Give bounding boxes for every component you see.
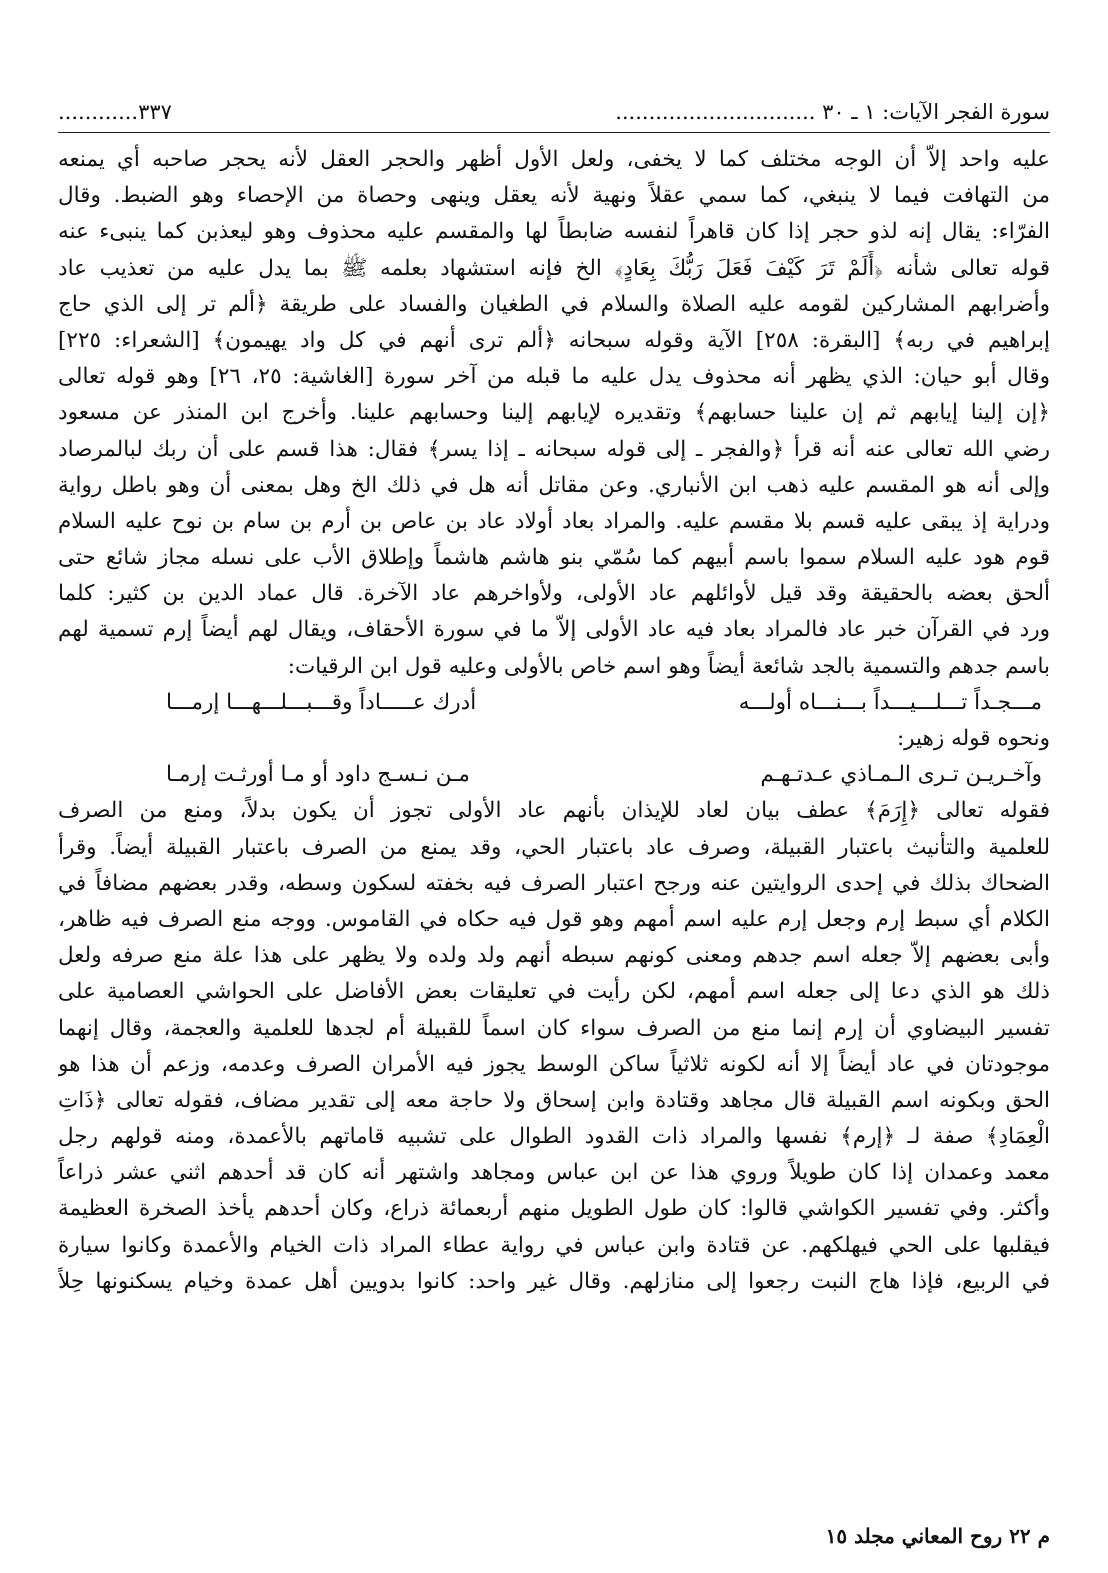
text-line: ذلك هو الذي دعا إلى جعله اسم أمهم، لكن رأيت في تعليقات بعض الأفاضل على الحواشي العصامية على	[58, 979, 1050, 1005]
text-line: باسم جدهم والتسمية بالجد شائعة أيضاً وهو اسم خاص بالأولى وعليه قول ابن الرقيات:	[287, 653, 1050, 679]
text-line: وأبى بعضهم إلاّ جعله اسم جدهم ومعنى كونهم سبطه أنهم ولد ولده ولا يظهر على هذا علة منع صرفه ولعل	[58, 943, 1050, 969]
text-line: قوله تعالى شأنه ﴿أَلَمْ تَرَ كَيْفَ فَعَلَ رَبُّكَ بِعَادٍ﴾ الخ فإنه استشهاد بعلمه ﷺ بما يدل عليه من تعذيب عاد	[58, 255, 1050, 281]
text-line: الكلام أي سبط إرم وجعل إرم عليه اسم أمهم وهو قول فيه حكاه في القاموس. ووجه منع الصرف فيه ظاهر،	[58, 906, 1050, 932]
transition-line: ونحوه قوله زهير:	[896, 726, 1050, 751]
verse-first-hemistich: وآخـريـن تـرى الـمـاذي عـدتـهـم	[760, 762, 1042, 788]
text-line: الفرّاء: يقال إنه لذو حجر إذا كان قاهراً لنفسه ضابطاً لها والمقسم عليه محذوف وهو ليعذبن كما ينبىء عنه	[58, 219, 1050, 245]
poetry-verse-1	[58, 685, 1050, 721]
text-line: الحق وبكونه اسم القبيلة قال مجاهد وقتادة وابن إسحاق ولا حاجة معه إلى تقدير مضاف، فقوله تعالى ﴿ذَاتِ	[58, 1087, 1050, 1113]
signature-footer: م ٢٢ روح المعاني مجلد ١٥	[825, 1524, 1050, 1548]
text-line: ورد في القرآن خبر عاد فالمراد بعاد فيه عاد الأولى إلاّ ما في سورة الأحقاف، ويقال لهم أيضاً إرم تسمية لهم	[58, 617, 1050, 643]
verse-second-hemistich: مـن نـسـج داود أو مـا أورثـت إرمـا	[166, 762, 470, 788]
text-line: في الربيع، فإذا هاج النبت رجعوا إلى منازلهم. وقال غير واحد: كانوا بدويين أهل عمدة وخيام يسكنونها حِلاً	[58, 1268, 1050, 1294]
text-line: فيقلبها على الحي فيهلكهم. عن قتادة وابن عباس في رواية عطاء المراد ذات الخيام والأعمدة وكانوا سيارة	[58, 1232, 1050, 1258]
text-line: فقوله تعالى ﴿إِرَمَ﴾ عطف بيان لعاد للإيذان بأنهم عاد الأولى تجوز أن يكون بدلاً، ومنع من الصرف	[58, 798, 1050, 824]
text-line: ألحق بعضه بالحقيقة وقد قيل لأوائلهم عاد الأولى، ولأواخرهم عاد الآخرة. قال عماد الدين بن كثير: كلما	[58, 581, 1050, 607]
text-line: معمد وعمدان إذا كان طويلاً وروي هذا عن ابن عباس ومجاهد واشتهر أنه كان قد أحدهم اثني عشر ذراعاً	[58, 1160, 1050, 1186]
verse-first-hemistich: مـــجـداً تـــلـــيـــداً بـــنـــاه أولـــه	[738, 689, 1042, 715]
text-line: وأكثر. وفي تفسير الكواشي قالوا: كان طول الطويل منهم أربعمائة ذراع، وكان أحدهم يأخذ الصخرة العظيمة	[58, 1196, 1050, 1222]
text-line: ﴿إن إلينا إيابهم ثم إن علينا حسابهم﴾ وتقديره لإيابهم إلينا وحسابهم علينا. وأخرج ابن المنذر عن مسعود	[58, 400, 1050, 426]
page-body	[58, 142, 1050, 1300]
text-line: الضحاك بذلك في إحدى الروايتين عنه ورجح اعتبار الصرف فيه بخفته لسكون وسطه، وقدر بعضهم مضافاً في	[58, 870, 1050, 896]
text-line: رضي الله تعالى عنه أنه قرأ ﴿والفجر ـ إلى قوله سبحانه ـ إذا يسر﴾ فقال: هذا قسم على أن ربك لبالمرصاد	[58, 436, 1050, 462]
paragraph-2	[58, 793, 1050, 1300]
poetry-verse-2	[58, 757, 1050, 793]
text-line: وقال أبو حيان: الذي يظهر أنه محذوف يدل عليه ما قبله من آخر سورة [الغاشية: ٢٥، ٢٦] وهو قوله تعالى	[58, 364, 1050, 390]
text-line: من التهافت فيما لا ينبغي، كما سمي عقلاً ونهية لأنه يعقل وينهى وحصاة من الإحصاء وهو الضبط. وقال	[58, 183, 1050, 209]
running-header	[58, 92, 1050, 133]
text-line: للعلمية والتأنيث باعتبار القبيلة، وصرف عاد باعتبار الحي، وقد يمنع من الصرف باعتبار القبيلة أيضاً. وقرأ	[58, 834, 1050, 860]
text-line: إبراهيم في ربه﴾ [البقرة: ٢٥٨] الآية وقوله سبحانه ﴿ألم ترى أنهم في كل واد يهيمون﴾ [الشعراء: ٢٢٥]	[58, 327, 1050, 353]
text-line: تفسير البيضاوي أن إرم إنما منع من الصرف سواء كان اسماً للقبيلة أم لجدها للعلمية والعجمة، وقال إنهما	[58, 1015, 1050, 1041]
page-number: ............٣٣٧	[58, 100, 172, 124]
text-line: قوم هود عليه السلام سموا باسم أبيهم كما سُمّي بنو هاشم هاشماً وإطلاق الأب على نسله مجاز شائع حتى	[58, 545, 1050, 571]
verse-second-hemistich: أدرك عـــــاداً وقـــبـــلـــهـــا إرمـــا	[166, 689, 477, 715]
text-line: عليه واحد إلاّ أن الوجه مختلف كما لا يخفى، ولعل الأول أظهر والحجر العقل لأنه يحجر صاحبه أي يمنعه	[58, 147, 1050, 172]
header-title: سورة الفجر الآيات: ١ ـ ٣٠ ..............................	[615, 100, 1050, 124]
text-line: موجودتان في عاد أيضاً إلا أنه لكونه ثلاثياً ساكن الوسط يجوز فيه الأمران الصرف وعدمه، وزعم أن هذا هو	[58, 1051, 1050, 1077]
text-line: وأضرابهم المشاركين لقومه عليه الصلاة والسلام في الطغيان والفساد على طريقة ﴿ألم تر إلى الذي حاج	[58, 291, 1050, 317]
text-line: الْعِمَادِ﴾ صفة لـ ﴿إرم﴾ نفسها والمراد ذات القدود الطوال على تشبيه قاماتهم بالأعمدة، ومنه قولهم رجل	[58, 1124, 1050, 1150]
paragraph-1	[58, 142, 1050, 685]
text-line: ودراية إذ يبقى عليه قسم بلا مقسم عليه. والمراد بعاد أولاد عاد بن عاص بن أرم بن سام بن نوح عليه السلام	[58, 508, 1050, 534]
text-line: وإلى أنه هو المقسم عليه ذهب ابن الأنباري. وعن مقاتل أنه هل في ذلك الخ وهل بمعنى أن وهو باطل رواية	[58, 472, 1050, 498]
